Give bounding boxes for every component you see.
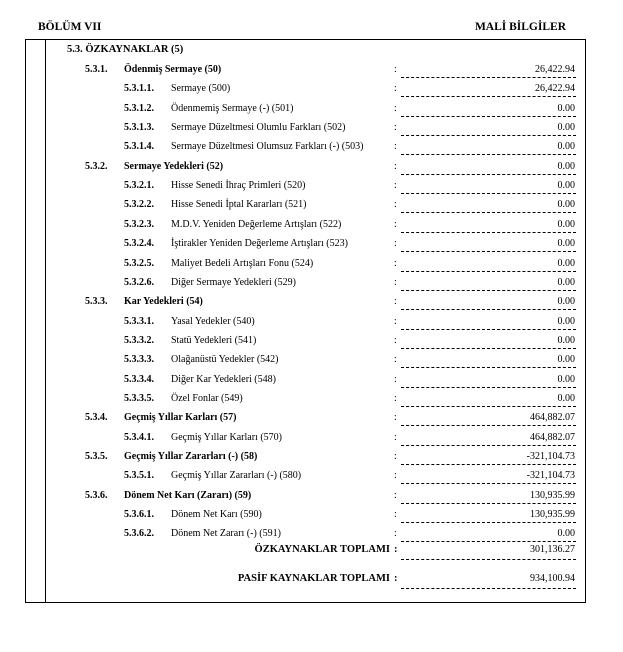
row-colon: : xyxy=(394,392,397,404)
row-value: 0.00 xyxy=(557,354,575,366)
row-label: Olağanüstü Yedekler (542) xyxy=(171,354,279,366)
total-label: PASİF KAYNAKLAR TOPLAMI xyxy=(237,573,390,584)
row-value: 0.00 xyxy=(557,180,575,192)
row-number: 5.3.6.1. xyxy=(124,509,154,521)
row-label: Sermaye Düzeltmesi Olumsuz Farkları (-) (503) xyxy=(171,141,364,153)
row-number: 5.3.2.5. xyxy=(124,257,154,269)
row-label: Geçmiş Yıllar Karları (570) xyxy=(171,431,282,443)
row-number: 5.3.6. xyxy=(85,489,108,501)
row-value: 0.00 xyxy=(557,238,575,250)
row-label: Sermaye Yedekleri (52) xyxy=(124,160,224,172)
dotted-underline xyxy=(401,367,576,368)
equity-row xyxy=(0,215,623,234)
row-value: 130,935.99 xyxy=(530,509,575,521)
row-number: 5.3.1.4. xyxy=(124,141,154,153)
row-number: 5.3.3.4. xyxy=(124,373,154,385)
equity-row xyxy=(0,118,623,137)
equity-row xyxy=(0,292,623,311)
equity-total-row xyxy=(0,541,623,561)
row-colon: : xyxy=(394,451,397,462)
row-label: Dönem Net Karı (Zararı) (59) xyxy=(124,489,252,501)
row-colon: : xyxy=(394,83,397,95)
equity-row xyxy=(0,176,623,195)
row-value: 0.00 xyxy=(557,296,575,308)
dotted-underline xyxy=(401,387,576,388)
total-value: 301,136.27 xyxy=(530,544,575,555)
equity-row xyxy=(0,195,623,214)
dotted-underline xyxy=(401,445,576,446)
equity-row xyxy=(0,273,623,292)
dotted-underline xyxy=(401,309,576,310)
row-number: 5.3.5.1. xyxy=(124,470,154,482)
row-number: 5.3.6.2. xyxy=(124,528,154,540)
row-colon: : xyxy=(394,276,397,288)
dotted-underline xyxy=(401,483,576,484)
row-number: 5.3.2. xyxy=(85,160,108,172)
total-label: ÖZKAYNAKLAR TOPLAMI xyxy=(254,544,390,555)
row-colon: : xyxy=(394,354,397,366)
row-label: Statü Yedekleri (541) xyxy=(171,334,257,346)
row-number: 5.3.3.2. xyxy=(124,334,154,346)
row-label: Kar Yedekleri (54) xyxy=(124,296,203,308)
dotted-underline xyxy=(401,559,576,560)
equity-row xyxy=(0,79,623,98)
equity-row xyxy=(0,350,623,369)
dotted-underline xyxy=(401,232,576,233)
row-label: Hisse Senedi İhraç Primleri (520) xyxy=(171,180,306,192)
row-value: 0.00 xyxy=(557,373,575,385)
dotted-underline xyxy=(401,290,576,291)
equity-row xyxy=(0,254,623,273)
row-label: M.D.V. Yeniden Değerleme Artışları (522) xyxy=(171,218,342,230)
row-colon: : xyxy=(394,64,397,75)
row-value: 0.00 xyxy=(557,315,575,327)
dotted-underline xyxy=(401,77,576,78)
total-colon: : xyxy=(394,573,398,584)
equity-row xyxy=(0,60,623,79)
dotted-underline xyxy=(401,406,576,407)
row-value: 0.00 xyxy=(557,257,575,269)
equity-row xyxy=(0,486,623,505)
row-number: 5.3.4. xyxy=(85,412,108,424)
row-label: Dönem Net Zararı (-) (591) xyxy=(171,528,281,540)
section-header-left: BÖLÜM VII xyxy=(38,21,102,33)
equity-row xyxy=(0,331,623,350)
dotted-underline xyxy=(401,588,576,589)
dotted-underline xyxy=(401,96,576,97)
row-colon: : xyxy=(394,218,397,230)
row-label: Yasal Yedekler (540) xyxy=(171,315,255,327)
row-value: 0.00 xyxy=(557,334,575,346)
row-number: 5.3.1. xyxy=(85,64,108,75)
equity-row xyxy=(0,447,623,466)
row-label: Özel Fonlar (549) xyxy=(171,392,243,404)
row-colon: : xyxy=(394,489,397,501)
row-number: 5.3.2.1. xyxy=(124,180,154,192)
row-value: 464,882.07 xyxy=(530,412,575,424)
row-value: 464,882.07 xyxy=(530,431,575,443)
equity-row xyxy=(0,234,623,253)
equity-row xyxy=(0,99,623,118)
row-value: -321,104.73 xyxy=(526,451,575,462)
row-value: 0.00 xyxy=(557,199,575,211)
equity-row xyxy=(0,137,623,156)
row-value: 0.00 xyxy=(557,392,575,404)
dotted-underline xyxy=(401,135,576,136)
equity-row xyxy=(0,466,623,485)
dotted-underline xyxy=(401,251,576,252)
row-value: 26,422.94 xyxy=(535,83,575,95)
row-colon: : xyxy=(394,431,397,443)
row-label: Ödenmiş Sermaye (50) xyxy=(124,64,222,75)
row-label: Diğer Kar Yedekleri (548) xyxy=(171,373,276,385)
row-value: 0.00 xyxy=(557,141,575,153)
equity-row xyxy=(0,312,623,331)
dotted-underline xyxy=(401,522,576,523)
row-value: 0.00 xyxy=(557,102,575,114)
row-label: Maliyet Bedeli Artışları Fonu (524) xyxy=(171,257,314,269)
row-label: Sermaye (500) xyxy=(171,83,231,95)
row-label: İştirakler Yeniden Değerleme Artışları (523) xyxy=(171,238,348,250)
equity-row xyxy=(0,428,623,447)
row-colon: : xyxy=(394,199,397,211)
row-colon: : xyxy=(394,180,397,192)
row-number: 5.3.1.1. xyxy=(124,83,154,95)
row-label: Ödenmemiş Sermaye (-) (501) xyxy=(171,102,294,114)
row-colon: : xyxy=(394,334,397,346)
row-value: 130,935.99 xyxy=(530,489,575,501)
row-number: 5.3.2.6. xyxy=(124,276,154,288)
dotted-underline xyxy=(401,425,576,426)
equity-row xyxy=(0,370,623,389)
row-colon: : xyxy=(394,528,397,540)
dotted-underline xyxy=(401,503,576,504)
dotted-underline xyxy=(401,116,576,117)
equity-row xyxy=(0,157,623,176)
row-number: 5.3.2.3. xyxy=(124,218,154,230)
row-colon: : xyxy=(394,160,397,172)
row-number: 5.3.1.3. xyxy=(124,122,154,134)
dotted-underline xyxy=(401,193,576,194)
row-label: Diğer Sermaye Yedekleri (529) xyxy=(171,276,296,288)
row-value: -321,104.73 xyxy=(526,470,575,482)
row-value: 0.00 xyxy=(557,160,575,172)
section-header-right: MALİ BİLGİLER xyxy=(474,21,566,33)
row-colon: : xyxy=(394,238,397,250)
row-label: Geçmiş Yıllar Karları (57) xyxy=(124,412,237,424)
row-label: Geçmiş Yıllar Zararları (-) (580) xyxy=(171,470,302,482)
dotted-underline xyxy=(401,348,576,349)
row-value: 0.00 xyxy=(557,528,575,540)
dotted-underline xyxy=(401,271,576,272)
row-number: 5.3.1.2. xyxy=(124,102,154,114)
row-number: 5.3.3. xyxy=(85,296,108,308)
row-label: Hisse Senedi İptal Kararları (521) xyxy=(171,199,307,211)
total-colon: : xyxy=(394,544,398,555)
row-colon: : xyxy=(394,122,397,134)
row-number: 5.3.3.5. xyxy=(124,392,154,404)
row-number: 5.3.4.1. xyxy=(124,431,154,443)
row-value: 26,422.94 xyxy=(535,64,575,75)
row-label: Dönem Net Karı (590) xyxy=(171,509,262,521)
row-number: 5.3.2.2. xyxy=(124,199,154,211)
row-number: 5.3.2.4. xyxy=(124,238,154,250)
row-colon: : xyxy=(394,296,397,308)
equity-section-title: 5.3. ÖZKAYNAKLAR (5) xyxy=(67,44,184,55)
row-value: 0.00 xyxy=(557,122,575,134)
dotted-underline xyxy=(401,329,576,330)
dotted-underline xyxy=(401,174,576,175)
row-label: Geçmiş Yıllar Zararları (-) (58) xyxy=(124,451,258,462)
row-value: 0.00 xyxy=(557,276,575,288)
dotted-underline xyxy=(401,154,576,155)
liabilities-total-row xyxy=(0,570,623,590)
equity-row xyxy=(0,408,623,427)
row-colon: : xyxy=(394,315,397,327)
row-colon: : xyxy=(394,373,397,385)
row-value: 0.00 xyxy=(557,218,575,230)
total-value: 934,100.94 xyxy=(530,573,575,584)
row-colon: : xyxy=(394,102,397,114)
row-colon: : xyxy=(394,412,397,424)
row-label: Sermaye Düzeltmesi Olumlu Farkları (502) xyxy=(171,122,346,134)
row-colon: : xyxy=(394,509,397,521)
equity-row xyxy=(0,505,623,524)
row-colon: : xyxy=(394,257,397,269)
row-colon: : xyxy=(394,470,397,482)
row-number: 5.3.3.1. xyxy=(124,315,154,327)
row-colon: : xyxy=(394,141,397,153)
row-number: 5.3.3.3. xyxy=(124,354,154,366)
equity-row xyxy=(0,389,623,408)
dotted-underline xyxy=(401,464,576,465)
row-number: 5.3.5. xyxy=(85,451,108,462)
dotted-underline xyxy=(401,212,576,213)
